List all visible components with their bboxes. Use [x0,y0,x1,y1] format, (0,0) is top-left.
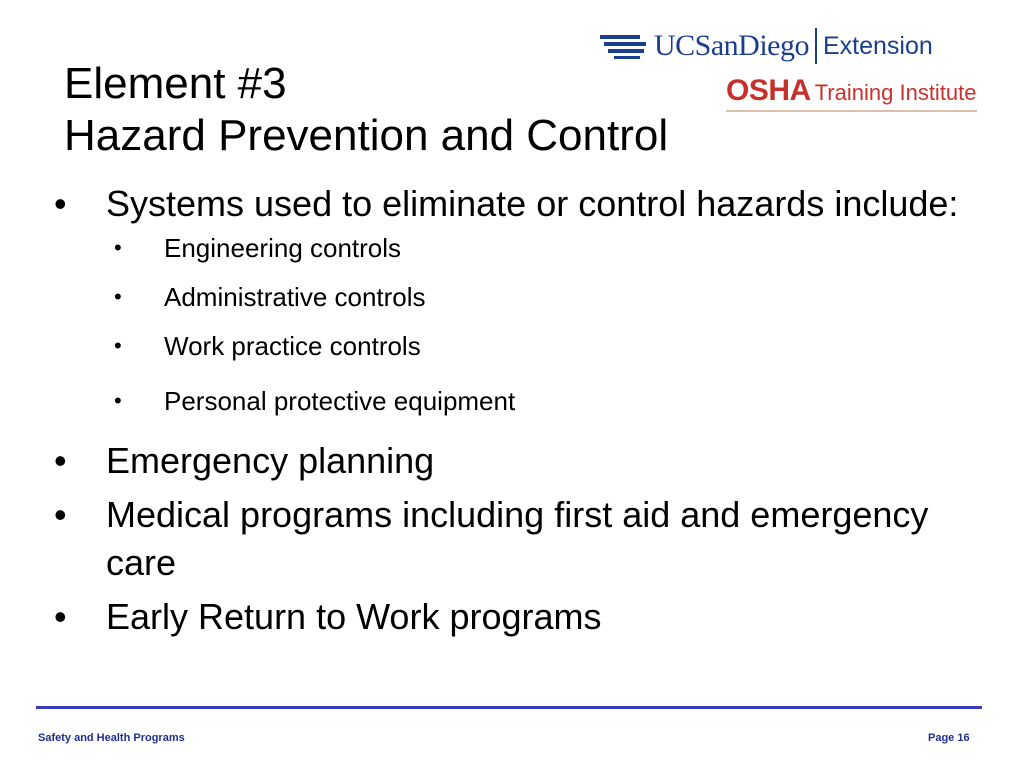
sub-bullet-icon: • [114,388,122,413]
training-institute-label: Training Institute [814,80,977,105]
bullet-icon: • [54,440,67,481]
logo-divider [815,28,817,64]
bullet-text: Systems used to eliminate or control hazards include: [106,183,959,224]
logo-block [598,22,1002,118]
sub-bullet-text: Engineering controls [164,233,402,263]
slide-title [64,58,668,162]
ucsd-name: UCSanDiego [654,29,809,62]
bullet-item [54,180,974,228]
sub-bullet-icon: • [114,235,122,260]
bullet-text: Early Return to Work programs [106,596,602,637]
footer-divider [36,706,982,709]
bullet-item [54,491,974,587]
sub-bullet-icon: • [114,284,122,309]
bullet-list [54,180,974,647]
sub-bullet-icon: • [114,333,122,358]
footer-course-title: Safety and Health Programs [38,732,185,744]
sub-bullet-item [54,232,974,264]
sub-bullet-item [54,385,974,417]
sub-bullet-text: Administrative controls [164,282,426,312]
sub-bullet-item [54,281,974,313]
bullet-text: Medical programs including first aid and emergency care [106,494,929,583]
ucsd-wave-icon [598,31,648,61]
bullet-text: Emergency planning [106,440,435,481]
ucsd-extension-logo [598,26,933,66]
sub-bullet-text: Work practice controls [164,331,421,361]
ucsd-extension-label: Extension [823,31,933,60]
sub-bullet-text: Personal protective equipment [164,386,516,416]
bullet-icon: • [54,494,67,535]
title-line-2: Hazard Prevention and Control [64,111,669,160]
footer-page-number: Page 16 [928,732,970,744]
title-line-1: Element #3 [64,59,287,108]
bullet-icon: • [54,183,67,224]
osha-label: OSHA [726,74,811,107]
osha-training-institute-logo [726,74,977,112]
bullet-item [54,593,974,641]
bullet-item [54,437,974,485]
bullet-icon: • [54,596,67,637]
sub-bullet-item [54,330,974,362]
